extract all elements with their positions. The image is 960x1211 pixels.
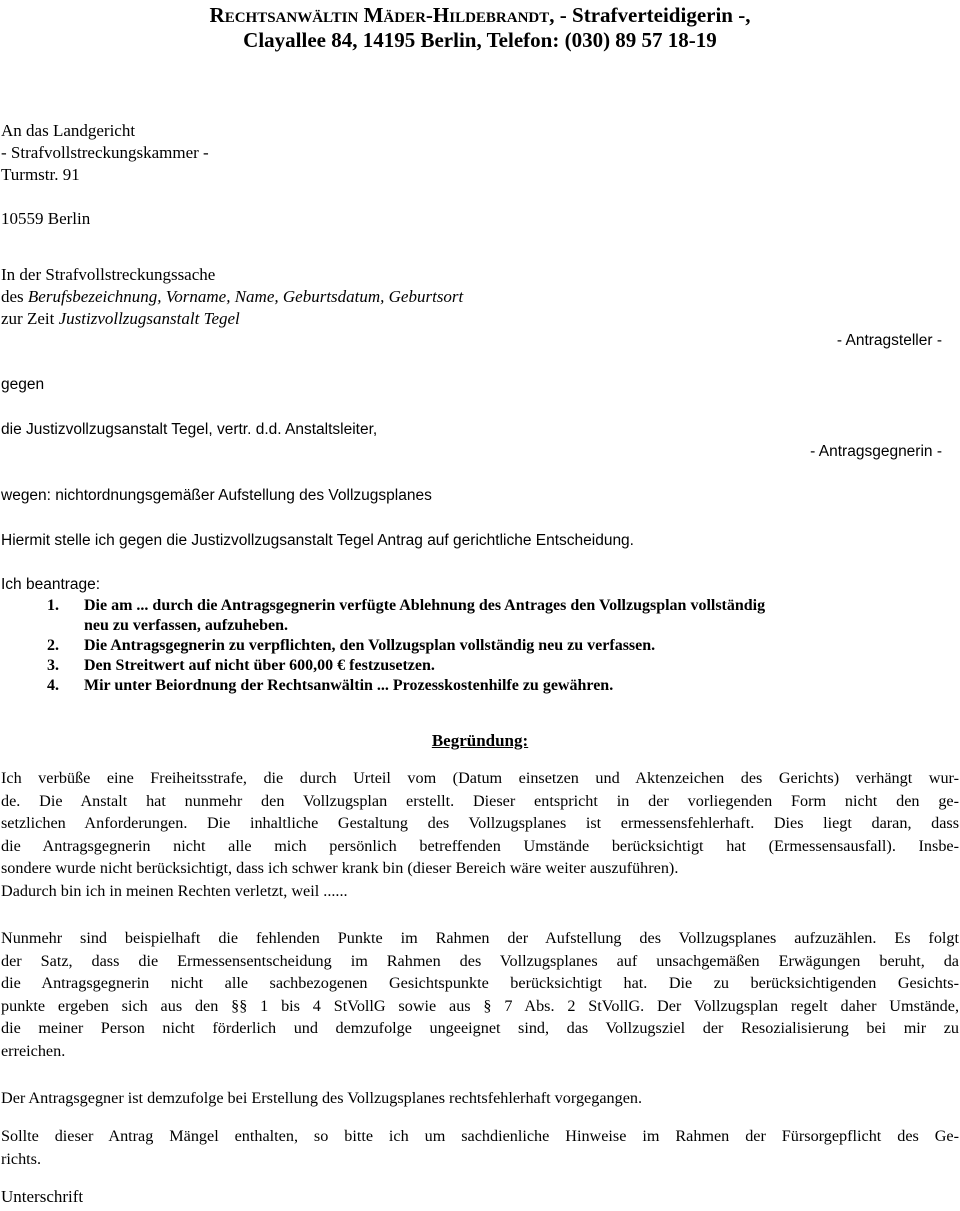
paragraph-line: Dadurch bin ich in meinen Rechten verletzt, weil ...... — [1, 881, 348, 900]
request-number: 4. — [47, 677, 59, 694]
request-text: Den Streitwert auf nicht über 600,00 € festzusetzen. — [84, 657, 435, 674]
paragraph-line: Der Antragsgegner ist demzufolge bei Erstellung des Vollzugsplanes rechtsfehlerhaft vorgegangen. — [1, 1089, 643, 1107]
paragraph-line: de. Die Anstalt hat nunmehr den Vollzugsplan erstellt. Dieser entspricht in der vorliegenden Form nicht den ge- — [1, 791, 959, 810]
request-text: Die Antragsgegnerin zu verpflichten, den Vollzugsplan vollständig neu zu verfassen. — [84, 637, 656, 654]
paragraph-line: richts. — [1, 1149, 42, 1168]
request-item — [47, 676, 959, 696]
letterhead-line-2: Clayallee 84, 14195 Berlin, Telefon: (030) 89 57 18-19 — [243, 28, 717, 52]
reasoning-paragraph-3 — [1, 1087, 959, 1110]
location-placeholder: Justizvollzugsanstalt Tegel — [58, 309, 240, 328]
paragraph-line: der Satz, dass die Ermessensentscheidung im Rahmen des Vollzugsplanes auf unsachgemäßen Erwägungen beruht, da — [1, 951, 959, 970]
paragraph-line: punkte ergeben sich aus den §§ 1 bis 4 StVollG sowie aus § 7 Abs. 2 StVollG. Der Vollzugsplan regelt daher Umstände, — [1, 996, 959, 1015]
request-number: 3. — [47, 657, 59, 674]
request-item — [47, 596, 959, 636]
closing-paragraph — [1, 1125, 959, 1170]
intro-sentence: Hiermit stelle ich gegen die Justizvollzugsanstalt Tegel Antrag auf gerichtliche Entscheidung. — [1, 532, 634, 549]
recipient-line-3: Turmstr. 91 — [1, 165, 80, 184]
location-prefix: zur Zeit — [1, 309, 59, 328]
subject-line: wegen: nichtordnungsgemäßer Aufstellung des Vollzugsplanes — [1, 487, 432, 504]
applicant-role: - Antragsteller - — [836, 332, 942, 349]
against-label: gegen — [1, 376, 45, 393]
applicant-location — [1, 308, 240, 330]
recipient-postcode-city: 10559 Berlin — [1, 209, 91, 228]
paragraph-line: erreichen. — [1, 1041, 66, 1060]
respondent-role: - Antragsgegnerin - — [810, 443, 942, 460]
case-title: In der Strafvollstreckungssache — [1, 265, 216, 284]
paragraph-line: Nunmehr sind beispielhaft die fehlenden Punkte im Rahmen der Aufstellung des Vollzugsplanes aufzuzählen. Es folgt — [1, 929, 959, 947]
requests-label: Ich beantrage: — [1, 576, 101, 593]
paragraph-line: die meiner Person nicht förderlich und demzufolge ungeeignet sind, das Vollzugsziel der Resozialisierung bei mir zu — [1, 1019, 959, 1037]
lawyer-title: - Strafverteidigerin -, — [554, 3, 751, 27]
applicant-prefix: des — [1, 287, 28, 306]
recipient-line-2: - Strafvollstreckungskammer - — [1, 143, 209, 162]
request-number: 2. — [47, 637, 59, 654]
paragraph-line: sondere wurde nicht berücksichtigt, dass ich schwer krank bin (dieser Bereich wäre weiter auszuführen). — [1, 859, 679, 877]
paragraph-line: Ich verbüße eine Freiheitsstrafe, die durch Urteil vom (Datum einsetzen und Aktenzeichen des Gerichts) verhängt wur- — [1, 769, 959, 787]
request-number: 1. — [47, 597, 59, 614]
applicant-placeholder: Berufsbezeichnung, Vorname, Name, Geburtsdatum, Geburtsort — [27, 287, 464, 306]
reasoning-paragraph-1 — [1, 767, 959, 902]
paragraph-line: Sollte dieser Antrag Mängel enthalten, so bitte ich um sachdienliche Hinweise im Rahmen der Fürsorgepflicht des Ge- — [1, 1127, 959, 1145]
paragraph-line: setzlichen Anforderungen. Die inhaltliche Gestaltung des Vollzugsplanes ist ermessensfehlerhaft. Dies liegt daran, dass — [1, 814, 959, 832]
signature-line: Unterschrift — [1, 1187, 84, 1206]
letterhead-line-1 — [0, 2, 960, 28]
request-item — [47, 636, 959, 656]
recipient-line-1: An das Landgericht — [1, 121, 136, 140]
request-text-cont: neu zu verfassen, aufzuheben. — [84, 617, 289, 634]
request-item — [47, 656, 959, 676]
paragraph-line: die Antragsgegnerin nicht alle mich persönlich betreffenden Umstände berücksichtigt hat (Ermessensausfall). Insbe- — [1, 836, 959, 855]
requests-list — [47, 596, 959, 696]
reasoning-heading: Begründung: — [431, 731, 529, 750]
request-text: Mir unter Beiordnung der Rechtsanwältin ... Prozesskostenhilfe zu gewähren. — [84, 677, 614, 694]
respondent-name: die Justizvollzugsanstalt Tegel, vertr. d.d. Anstaltsleiter, — [1, 421, 378, 438]
applicant-details — [1, 286, 463, 308]
paragraph-line: die Antragsgegnerin nicht alle sachbezogenen Gesichtspunkte berücksichtigt hat. Die zu berücksichtigenden Gesichts- — [1, 974, 959, 992]
reasoning-paragraph-2 — [1, 927, 959, 1062]
lawyer-name: Rechtsanwältin Mäder-Hildebrandt, — [209, 3, 555, 27]
request-text: Die am ... durch die Antragsgegnerin verfügte Ablehnung des Antrages den Vollzugsplan vollständig — [84, 597, 766, 614]
